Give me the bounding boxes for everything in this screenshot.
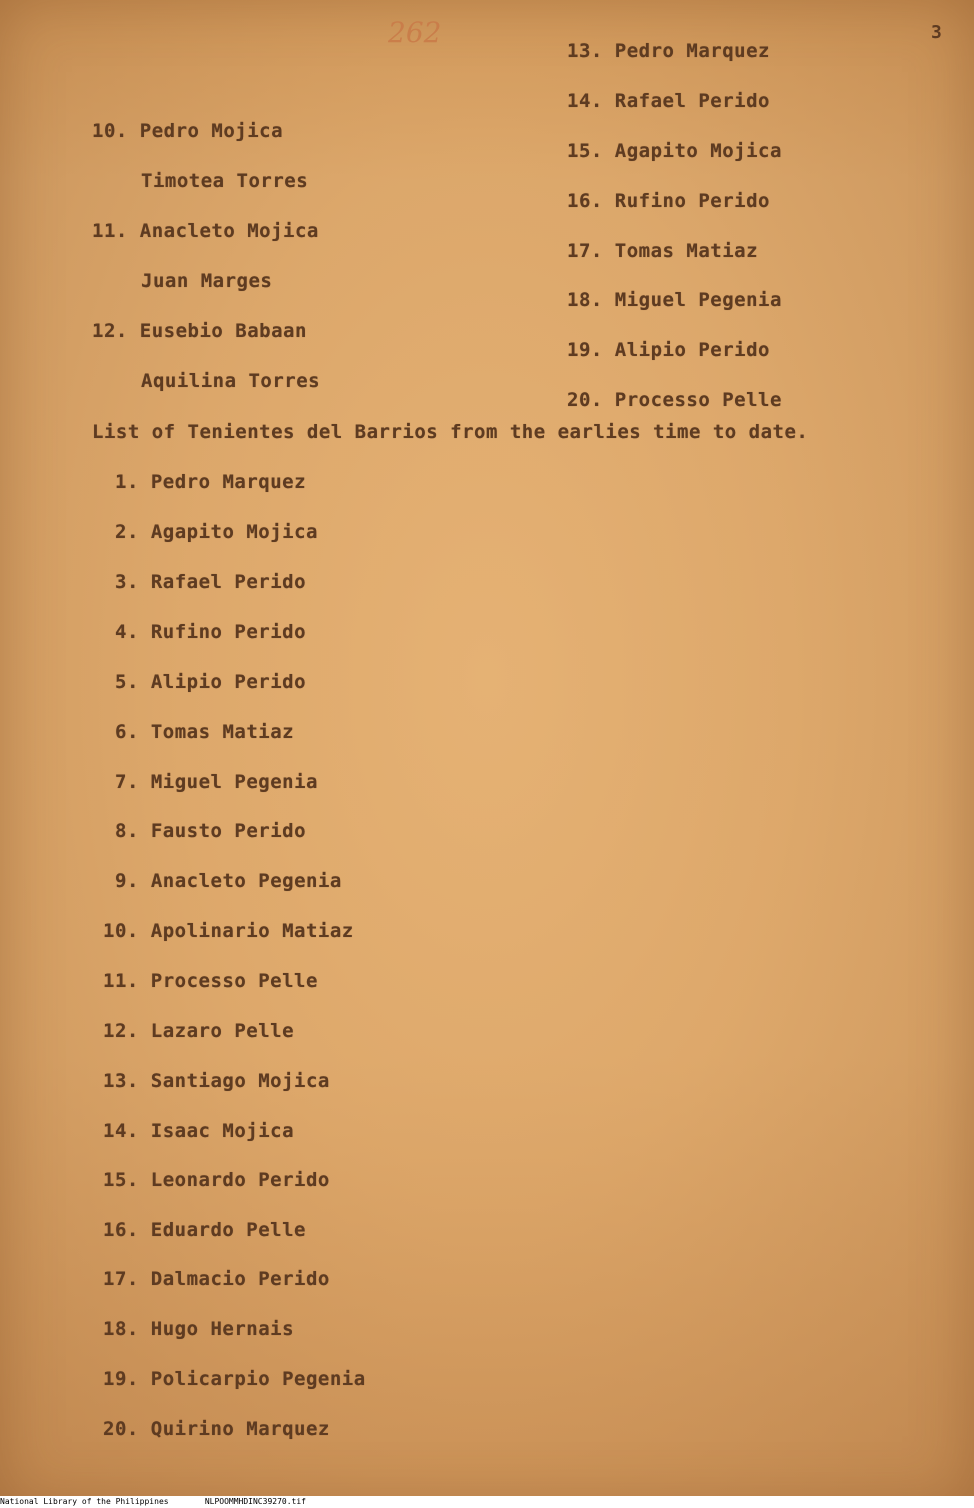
teniente-item: 20. Quirino Marquez bbox=[103, 1418, 330, 1440]
right-list-item: 19. Alipio Perido bbox=[567, 339, 770, 361]
right-list-item: 17. Tomas Matiaz bbox=[567, 240, 759, 262]
left-list-item: 10. Pedro Mojica bbox=[92, 120, 284, 142]
teniente-item: 18. Hugo Hernais bbox=[103, 1318, 295, 1340]
left-list-item: Aquilina Torres bbox=[141, 370, 321, 392]
list-heading: List of Tenientes del Barrios from the earlies time to date. bbox=[92, 421, 809, 443]
right-list-item: 13. Pedro Marquez bbox=[567, 40, 770, 62]
right-list-item: 14. Rafael Perido bbox=[567, 90, 770, 112]
teniente-item: 4. Rufino Perido bbox=[115, 621, 307, 643]
left-list-item: 12. Eusebio Babaan bbox=[92, 320, 307, 342]
teniente-item: 12. Lazaro Pelle bbox=[103, 1020, 295, 1042]
teniente-item: 5. Alipio Perido bbox=[115, 671, 307, 693]
teniente-item: 6. Tomas Matiaz bbox=[115, 721, 295, 743]
left-list-item: Timotea Torres bbox=[141, 170, 309, 192]
teniente-item: 17. Dalmacio Perido bbox=[103, 1268, 330, 1290]
left-list-item: Juan Marges bbox=[141, 270, 273, 292]
page-number: 3 bbox=[931, 22, 942, 43]
teniente-item: 13. Santiago Mojica bbox=[103, 1070, 330, 1092]
footer-file: NLPOOMMHDINC39270.tif bbox=[204, 1497, 306, 1506]
teniente-item: 1. Pedro Marquez bbox=[115, 471, 307, 493]
right-list-item: 20. Processo Pelle bbox=[567, 389, 782, 411]
teniente-item: 9. Anacleto Pegenia bbox=[115, 870, 342, 892]
right-list-item: 15. Agapito Mojica bbox=[567, 140, 782, 162]
teniente-item: 16. Eduardo Pelle bbox=[103, 1219, 306, 1241]
teniente-item: 10. Apolinario Matiaz bbox=[103, 920, 354, 942]
right-list-item: 16. Rufino Perido bbox=[567, 190, 770, 212]
teniente-item: 8. Fausto Perido bbox=[115, 820, 307, 842]
teniente-item: 3. Rafael Perido bbox=[115, 571, 307, 593]
teniente-item: 2. Agapito Mojica bbox=[115, 521, 318, 543]
teniente-item: 14. Isaac Mojica bbox=[103, 1120, 295, 1142]
scan-footer bbox=[0, 1496, 974, 1508]
footer-source: National Library of the Philippines bbox=[0, 1497, 169, 1506]
teniente-item: 7. Miguel Pegenia bbox=[115, 771, 318, 793]
left-list-item: 11. Anacleto Mojica bbox=[92, 220, 319, 242]
teniente-item: 15. Leonardo Perido bbox=[103, 1169, 330, 1191]
teniente-item: 11. Processo Pelle bbox=[103, 970, 318, 992]
teniente-item: 19. Policarpio Pegenia bbox=[103, 1368, 366, 1390]
right-list-item: 18. Miguel Pegenia bbox=[567, 289, 782, 311]
handwritten-page-mark: 262 bbox=[388, 16, 442, 49]
